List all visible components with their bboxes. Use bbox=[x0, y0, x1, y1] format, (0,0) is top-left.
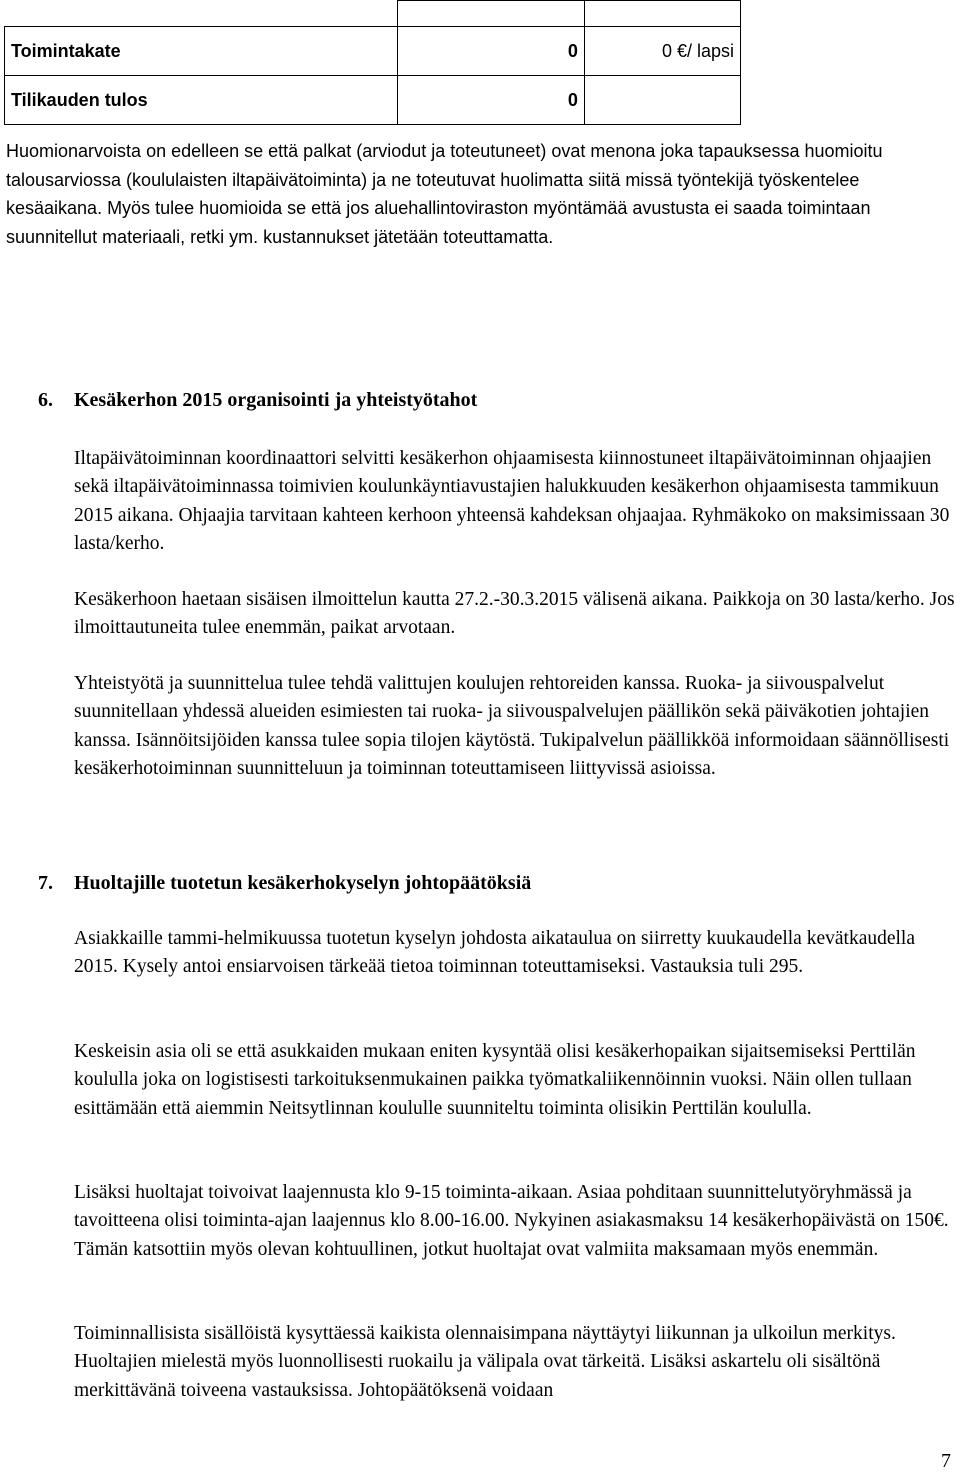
row-label: Toimintakate bbox=[5, 27, 398, 76]
paragraph: Kesäkerhoon haetaan sisäisen ilmoittelun kautta 27.2.-30.3.2015 välisenä aikana. Paikkoja on 30 lasta/kerho. Jos ilmoittautuneita tulee enemmän, paikat arvotaan. bbox=[74, 589, 955, 639]
paragraph: Iltapäivätoiminnan koordinaattori selvitti kesäkerhon ohjaamisesta kiinnostuneet iltapäivätoiminnan ohjaajien sekä iltapäivätoiminnassa toimivien koulunkäyntiavustajien halukkuuden kesäkerhon ohjaamisesta tammikuun 2015 aikana. Ohjaajia tarvitaan kahteen kerhoon yhteensä kahdeksan ohjaajaa. Ryhmäkoko on maksimissaan 30 lasta/kerho. bbox=[74, 448, 950, 554]
row-per-child bbox=[584, 76, 740, 125]
row-value: 0 bbox=[397, 27, 584, 76]
row-value: 0 bbox=[397, 76, 584, 125]
intro-paragraph: Huomionarvoista on edelleen se että palkat (arviodut ja toteutuneet) ovat menona joka tapauksessa huomioitu talousarviossa (koululaisten iltapäivätoiminta) ja ne toteutuvat huolimatta siitä missä työntekijä työskentelee kesäaikana. Myös tulee huomioida se että jos aluehallintoviraston myöntämää avustusta ei saada toimintaan suunnitellut materiaali, retki ym. kustannukset jätetään toteuttamatta. bbox=[6, 141, 883, 247]
paragraph: Asiakkaille tammi-helmikuussa tuotetun kyselyn johdosta aikataulua on siirretty kuukaudella kevätkaudella 2015. Kysely antoi ensiarvoisen tärkeää tietoa toiminnan toteuttamiseksi. Vastauksia tuli 295. bbox=[74, 928, 915, 978]
row-per-child: 0 €/ lapsi bbox=[584, 27, 740, 76]
paragraph: Yhteistyötä ja suunnittelua tulee tehdä valittujen koulujen rehtoreiden kanssa. Ruoka- ja siivouspalvelut suunnitellaan yhdessä alueiden esimiesten tai ruoka- ja siivouspalvelujen päällikön sekä päiväkotien johtajien kanssa. Isännöitsijöiden kanssa tulee sopia tilojen käytöstä. Tukipalvelun päällikköä informoidaan säännöllisesti kesäkerhotoiminnan suunnitteluun ja toiminnan toteuttamiseen liittyvissä asioissa. bbox=[74, 673, 950, 779]
budget-table bbox=[4, 0, 741, 125]
stub-per-cell bbox=[584, 1, 740, 27]
row-label: Tilikauden tulos bbox=[5, 76, 398, 125]
paragraph: Lisäksi huoltajat toivoivat laajennusta klo 9-15 toiminta-aikaan. Asiaa pohditaan suunnittelutyöryhmässä ja tavoitteena olisi toiminta-ajan laajennus klo 8.00-16.00. Nykyinen asiakasmaksu 14 kesäkerhopäivästä on 150€. Tämän katsottiin myös olevan kohtuullinen, jotkut huoltajat ovat valmiita maksamaan myös enemmän. bbox=[74, 1182, 949, 1260]
page-number: 7 bbox=[941, 1450, 951, 1472]
section-number: 6. bbox=[38, 389, 53, 411]
paragraph: Toiminnallisista sisällöistä kysyttäessä kaikista olennaisimpana näyttäytyi liikunnan ja ulkoilun merkitys. Huoltajien mielestä myös luonnollisesti ruokailu ja välipala ovat tärkeitä. Lisäksi askartelu oli sisältönä merkittävänä toiveena vastauksissa. Johtopäätöksenä voidaan bbox=[74, 1323, 896, 1401]
table-row bbox=[5, 76, 741, 125]
section-number: 7. bbox=[38, 872, 53, 894]
section-title: Huoltajille tuotetun kesäkerhokyselyn johtopäätöksiä bbox=[74, 872, 532, 894]
stub-value-cell bbox=[397, 1, 584, 27]
section-7-heading bbox=[38, 870, 531, 896]
table-row bbox=[5, 27, 741, 76]
section-title: Kesäkerhon 2015 organisointi ja yhteistyötahot bbox=[74, 389, 478, 411]
stub-blank-cell bbox=[5, 1, 398, 27]
table-top-stub-row bbox=[5, 1, 741, 27]
paragraph: Keskeisin asia oli se että asukkaiden mukaan eniten kysyntää olisi kesäkerhopaikan sijaitsemiseksi Perttilän koululla joka on logistisesti tarkoituksenmukainen paikka työmatkaliikennöinnin vuoksi. Näin ollen tullaan esittämään että aiemmin Neitsytlinnan koululle suunniteltu toiminta olisikin Perttilän koululla. bbox=[74, 1041, 916, 1119]
section-6-heading bbox=[38, 387, 477, 413]
